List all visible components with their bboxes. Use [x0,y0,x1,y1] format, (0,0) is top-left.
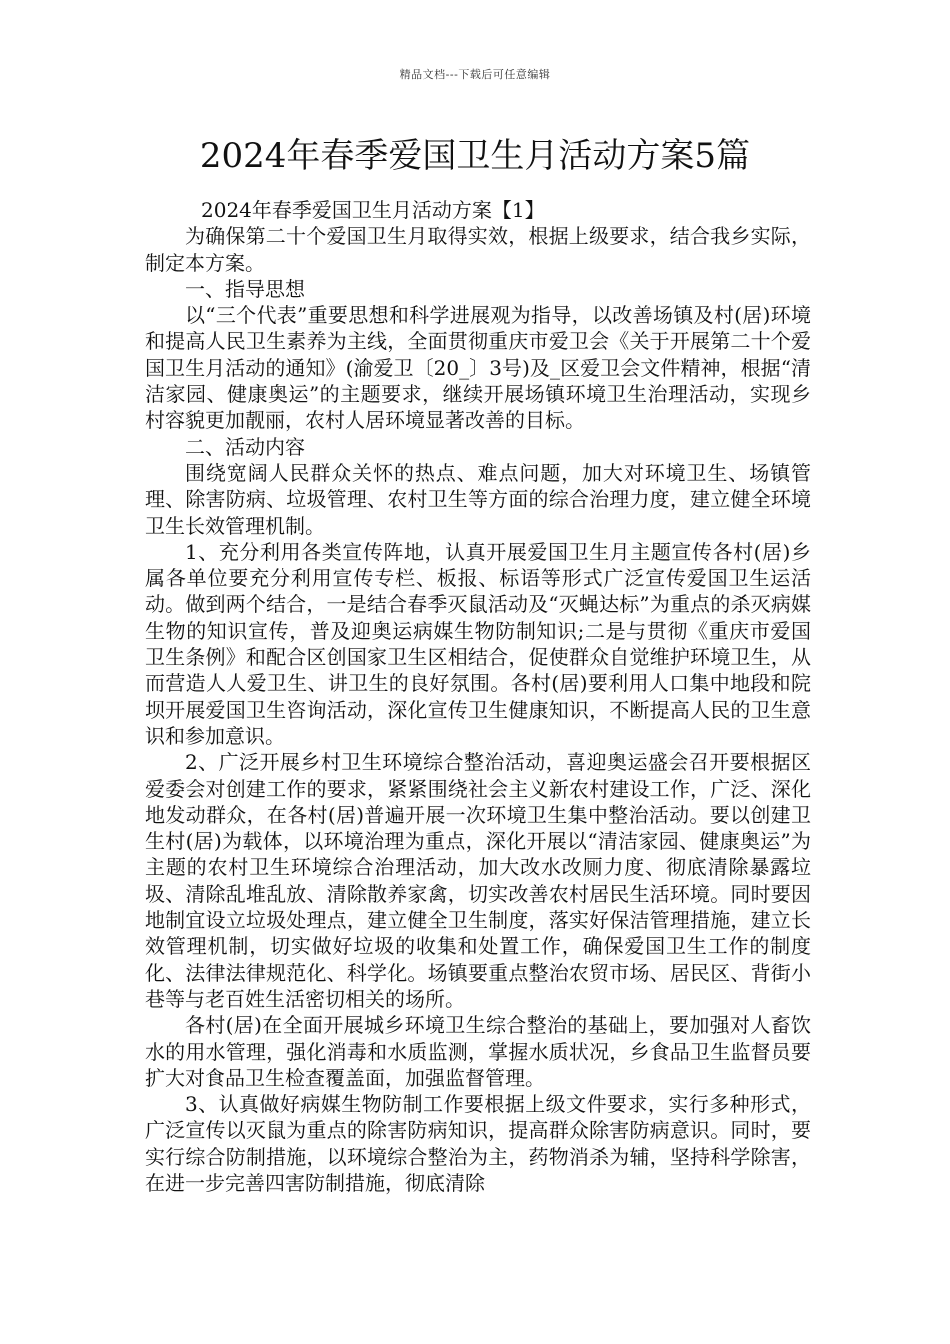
paragraph: 1、充分利用各类宣传阵地，认真开展爱国卫生月主题宣传各村(居)乡属各单位要充分利用宣传专栏、板报、标语等形式广泛宣传爱国卫生运活动。做到两个结合，一是结合春季灭鼠活动及“灭蝇达标”为重点的杀灭病媒生物的知识宣传，普及迎奥运病媒生物防制知识;二是与贯彻《重庆市爱国卫生条例》和配合区创国家卫生区相结合，促使群众自觉维护环境卫生，从而营造人人爱卫生、讲卫生的良好氛围。各村(居)要利用人口集中地段和院坝开展爱国卫生咨询活动，深化宣传卫生健康知识，不断提高人民的卫生意识和参加意识。 [145,539,811,748]
paragraph: 围绕宽阔人民群众关怀的热点、难点问题，加大对环境卫生、场镇管理、除害防病、垃圾管理、农村卫生等方面的综合治理力度，建立健全环境卫生长效管理机制。 [145,460,811,538]
document-title: 2024年春季爱国卫生月活动方案5篇 [199,136,751,176]
paragraph: 为确保第二十个爱国卫生月取得实效，根据上级要求，结合我乡实际，制定本方案。 [145,224,811,275]
section-subtitle: 2024年春季爱国卫生月活动方案【1】 [201,198,545,222]
section-heading: 二、活动内容 [185,434,305,459]
paragraph: 3、认真做好病媒生物防制工作要根据上级文件要求，实行多种形式，广泛宣传以灭鼠为重点的除害防病知识，提高群众除害防病意识。同时，要实行综合防制措施，以环境综合整治为主，药物消杀为辅，坚持科学除害，在进一步完善四害防制措施，彻底清除 [145,1092,811,1195]
paragraph: 2、广泛开展乡村卫生环境综合整治活动，喜迎奥运盛会召开要根据区爱委会对创建工作的要求，紧紧围绕社会主义新农村建设工作，广泛、深化地发动群众，在各村(居)普遍开展一次环境卫生集中整治活动。要以创建卫生村(居)为载体，以环境治理为重点，深化开展以“清洁家园、健康奥运”为主题的农村卫生环境综合治理活动，加大改水改厕力度、彻底清除暴露垃圾、清除乱堆乱放、清除散养家禽，切实改善农村居民生活环境。同时要因地制宜设立垃圾处理点，建立健全卫生制度，落实好保洁管理措施，建立长效管理机制，切实做好垃圾的收集和处置工作，确保爱国卫生工作的制度化、法律法律规范化、科学化。场镇要重点整治农贸市场、居民区、背街小巷等与老百姓生活密切相关的场所。 [145,750,811,1011]
document-body [145,197,811,1196]
section-heading: 一、指导思想 [185,276,305,301]
paragraph: 各村(居)在全面开展城乡环境卫生综合整治的基础上，要加强对人畜饮水的用水管理，强化消毒和水质监测，掌握水质状况，乡食品卫生监督员要扩大对食品卫生检查覆盖面，加强监督管理。 [145,1013,811,1090]
paragraph: 以“三个代表”重要思想和科学进展观为指导，以改善场镇及村(居)环境和提高人民卫生素养为主线，全面贯彻重庆市爱卫会《关于开展第二十个爱国卫生月活动的通知》(渝爱卫〔20_〕3号)及_区爱卫会文件精神，根据“清洁家园、健康奥运”的主题要求，继续开展场镇环境卫生治理活动，实现乡村容貌更加靓丽，农村人居环境显著改善的目标。 [145,303,811,433]
header-note: 精品文档---下载后可任意编辑 [399,68,551,81]
